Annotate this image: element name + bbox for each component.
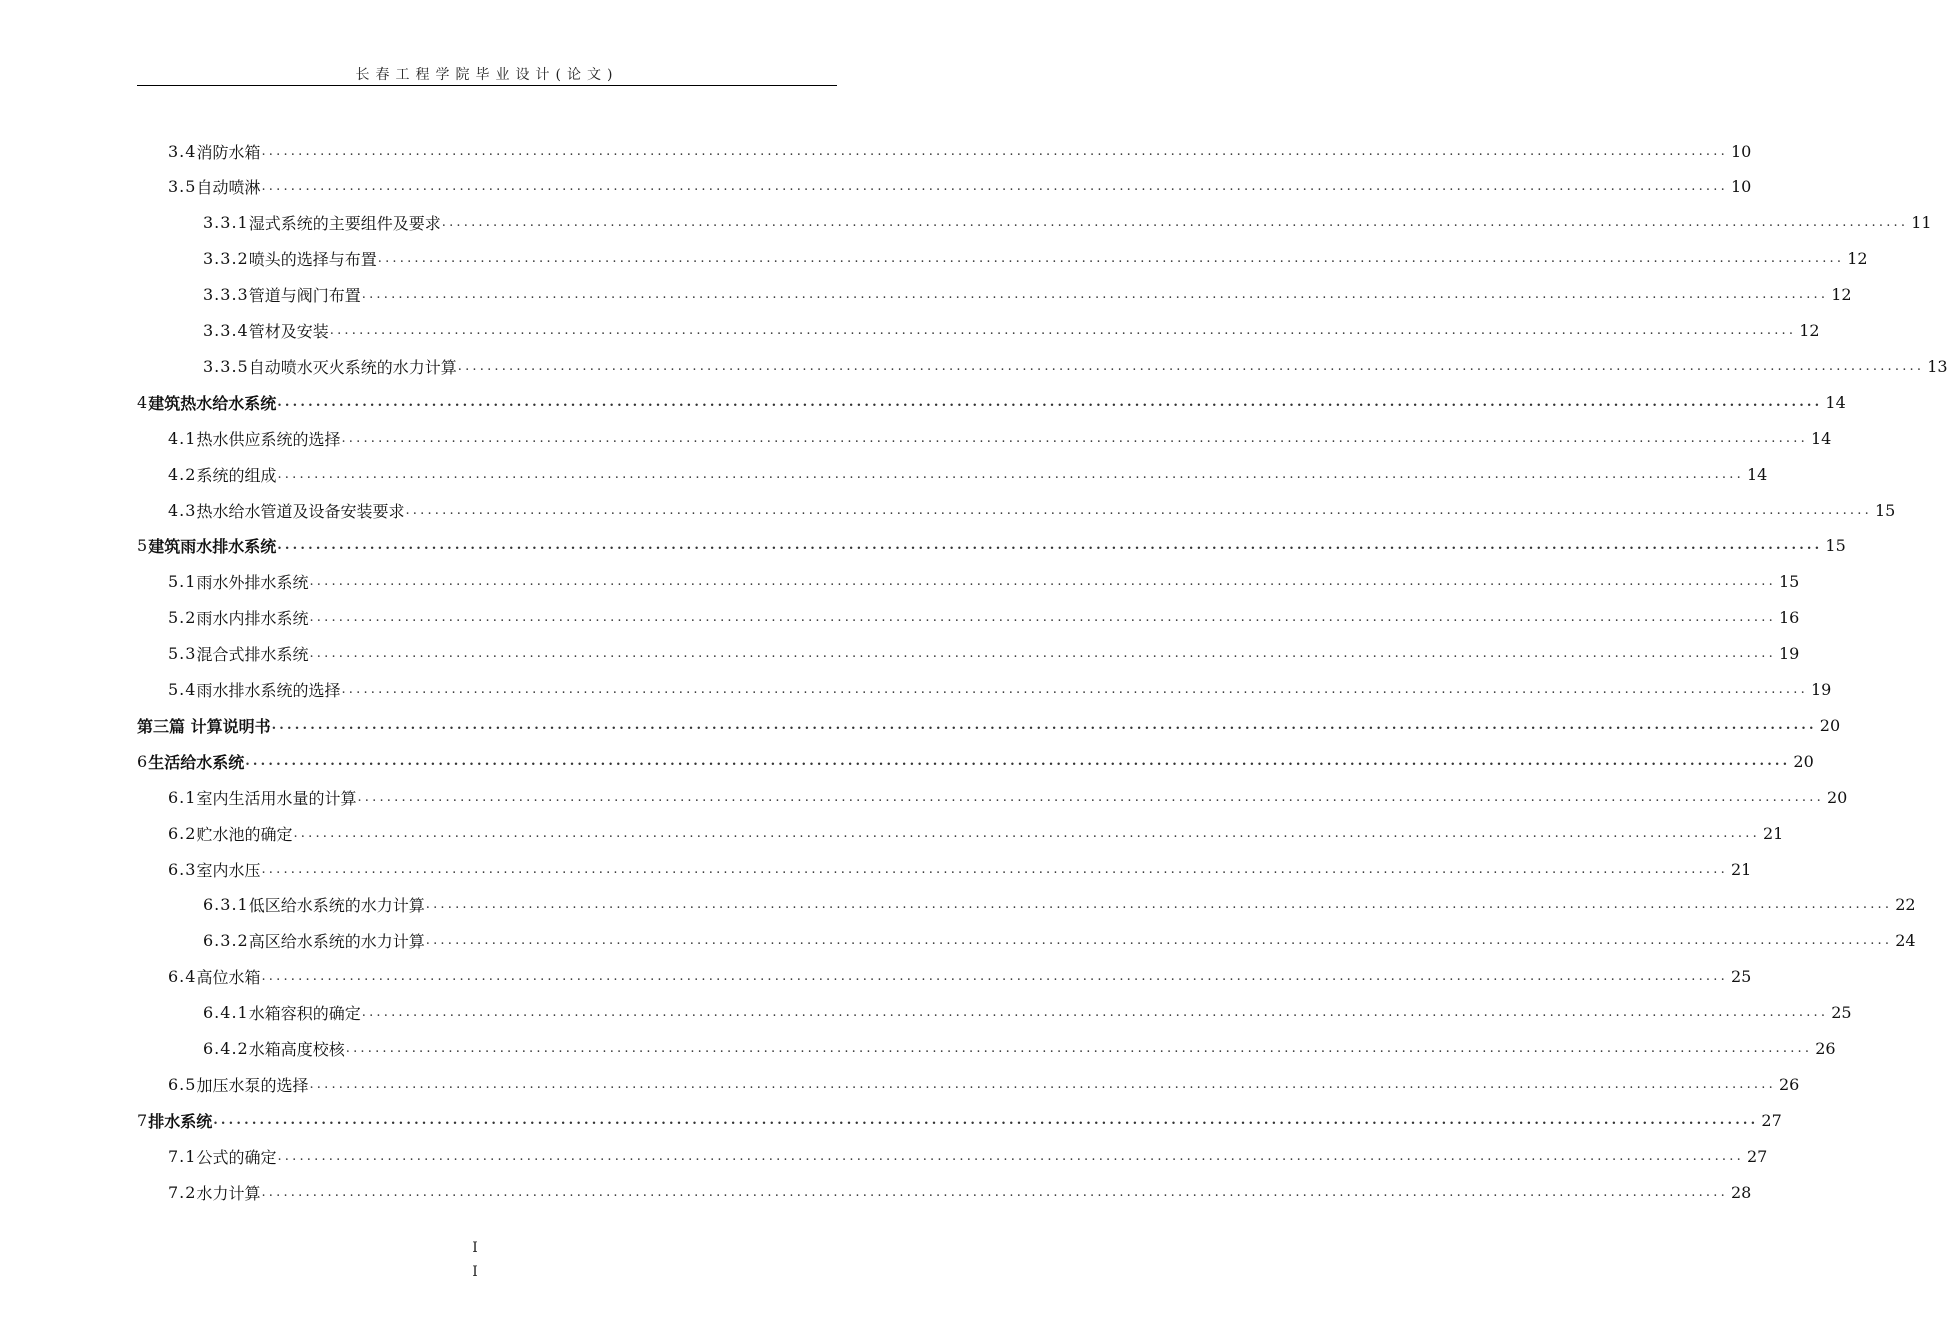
toc-entry-page: 19 [1810, 680, 1832, 699]
toc-entry-page: 25 [1831, 1003, 1852, 1023]
toc-entry-number: 6.3 [168, 859, 197, 879]
toc-entry-title: 雨水外排水系统 [196, 573, 309, 593]
toc-entry-page: 19 [1778, 644, 1800, 664]
toc-entry[interactable] [203, 1031, 1836, 1067]
toc-entry[interactable] [168, 133, 1752, 169]
toc-entry-number: 3.3.2 [203, 249, 249, 269]
toc-entry-number: 3.3.4 [203, 321, 249, 340]
page-number-secondary: I [472, 1264, 478, 1280]
toc-entry-page: 20 [1793, 751, 1814, 771]
toc-entry[interactable] [203, 995, 1852, 1031]
toc-leader-dots: ........................................................................................................................................................................................................ [345, 1041, 1813, 1056]
toc-entry-title: 系统的组成 [196, 465, 277, 485]
toc-entry-title: 管道与阀门布置 [248, 286, 361, 306]
toc-entry-number: 6.3.1 [203, 895, 249, 915]
toc-leader-dots: ........................................................................................................................................................................................................ [309, 574, 1776, 590]
toc-leader-dots: ........................................................................................................................................................................................................ [309, 1076, 1776, 1092]
toc-entry-page: 21 [1730, 859, 1752, 879]
toc-entry-title: 管材及安装 [248, 322, 329, 341]
toc-leader-dots: ........................................................................................................................................................................................................ [425, 897, 1893, 913]
toc-leader-dots: ........................................................................................................................................................................................................ [405, 502, 1872, 518]
toc-entry-number: 5.3 [168, 644, 197, 664]
toc-entry-page: 27 [1746, 1146, 1768, 1166]
toc-entry-page: 16 [1778, 608, 1800, 628]
toc-leader-dots: ........................................................................................................................................................................................................ [261, 969, 1728, 985]
toc-entry-number: 3.3.3 [203, 285, 249, 305]
toc-entry-page: 21 [1762, 823, 1784, 843]
toc-entry[interactable] [168, 779, 1848, 815]
toc-leader-dots: ........................................................................................................................................................................................................ [245, 753, 1791, 769]
toc-entry[interactable] [168, 420, 1832, 456]
toc-entry[interactable] [203, 923, 1916, 959]
toc-entry-number: 5.4 [168, 680, 197, 699]
toc-entry[interactable] [168, 815, 1784, 851]
toc-entry-page: 22 [1895, 895, 1916, 915]
toc-entry-number: 5.2 [168, 608, 197, 628]
toc-entry-number: 6.2 [168, 823, 197, 843]
toc-entry[interactable] [137, 528, 1846, 564]
toc-entry-page: 24 [1895, 931, 1916, 951]
toc-entry[interactable] [168, 169, 1752, 205]
toc-entry-title: 建筑雨水排水系统 [148, 537, 277, 557]
toc-entry-title: 喷头的选择与布置 [248, 250, 377, 270]
toc-entry-title: 水箱容积的确定 [248, 1004, 361, 1024]
toc-entry[interactable] [168, 1066, 1800, 1102]
toc-entry-number: 7 [137, 1110, 149, 1130]
toc-leader-dots: ........................................................................................................................................................................................................ [341, 682, 1808, 697]
toc-entry-number: 4 [137, 392, 149, 412]
toc-entry-title: 自动喷淋 [196, 178, 261, 198]
page-number: I [472, 1240, 478, 1256]
toc-leader-dots: ........................................................................................................................................................................................................ [261, 179, 1728, 195]
toc-entry[interactable] [203, 205, 1932, 241]
toc-entry-number: 3.5 [168, 177, 197, 197]
toc-entry-page: 12 [1831, 285, 1852, 305]
toc-entry[interactable] [168, 672, 1832, 708]
toc-leader-dots: ........................................................................................................................................................................................................ [329, 323, 1797, 338]
toc-entry[interactable] [203, 277, 1852, 313]
toc-entry-number: 5.1 [168, 572, 197, 592]
toc-leader-dots: ........................................................................................................................................................................................................ [261, 1184, 1728, 1200]
toc-entry[interactable] [168, 564, 1800, 600]
toc-entry-page: 20 [1826, 787, 1848, 807]
toc-entry-number: 6.4 [168, 967, 197, 987]
toc-entry-title: 混合式排水系统 [196, 645, 309, 665]
toc-entry[interactable] [137, 707, 1841, 743]
toc-entry-title: 雨水排水系统的选择 [196, 681, 341, 700]
toc-entry[interactable] [203, 241, 1868, 277]
toc-entry[interactable] [168, 1174, 1752, 1210]
toc-entry-page: 14 [1825, 392, 1846, 412]
toc-leader-dots: ........................................................................................................................................................................................................ [309, 646, 1776, 662]
toc-entry-title: 高区给水系统的水力计算 [248, 932, 425, 952]
toc-entry-number: 6 [137, 751, 149, 771]
toc-entry-page: 14 [1810, 428, 1832, 448]
toc-entry-number: 6.1 [168, 787, 197, 807]
toc-entry-title: 消防水箱 [196, 142, 261, 162]
toc-entry[interactable] [168, 851, 1752, 887]
toc-entry-title: 室内水压 [196, 860, 261, 880]
toc-entry-title: 湿式系统的主要组件及要求 [248, 214, 441, 234]
toc-entry-title: 热水供应系统的选择 [196, 429, 341, 449]
toc-entry-number: 4.1 [168, 428, 197, 448]
toc-entry-page: 20 [1819, 715, 1841, 735]
toc-entry-page: 27 [1761, 1110, 1782, 1130]
toc-leader-dots: ........................................................................................................................................................................................................ [271, 717, 1817, 733]
toc-entry-number: 7.2 [168, 1182, 197, 1202]
toc-entry-title: 自动喷水灭火系统的水力计算 [248, 357, 457, 377]
toc-leader-dots: ........................................................................................................................................................................................................ [261, 861, 1728, 877]
toc-entry-number: 6.5 [168, 1074, 197, 1094]
toc-entry-title: 第三篇 计算说明书 [137, 716, 271, 736]
toc-entry-page: 11 [1911, 213, 1932, 233]
toc-entry-page: 15 [1778, 572, 1800, 592]
toc-entry-title: 公式的确定 [196, 1147, 277, 1167]
toc-entry-number: 6.4.1 [203, 1003, 249, 1023]
toc-entry[interactable] [203, 313, 1820, 349]
toc-leader-dots: ........................................................................................................................................................................................................ [261, 143, 1728, 159]
toc-entry-title: 生活给水系统 [148, 752, 245, 772]
toc-entry-number: 4.3 [168, 500, 197, 520]
toc-entry-title: 低区给水系统的水力计算 [248, 896, 425, 916]
toc-entry-page: 10 [1730, 141, 1752, 161]
toc-entry-page: 28 [1730, 1182, 1752, 1202]
toc-entry-title: 热水给水管道及设备安装要求 [196, 501, 405, 521]
toc-entry[interactable] [203, 887, 1916, 923]
toc-entry-number: 3.3.1 [203, 213, 249, 233]
toc-entry-number: 3.3.5 [203, 356, 249, 376]
toc-entry[interactable] [168, 959, 1752, 995]
toc-leader-dots: ........................................................................................................................................................................................................ [309, 610, 1776, 626]
toc-entry[interactable] [168, 492, 1896, 528]
toc-entry-title: 加压水泵的选择 [196, 1075, 309, 1095]
toc-entry-number: 5 [137, 536, 149, 556]
header-rule [137, 85, 837, 86]
toc-entry[interactable] [168, 456, 1768, 492]
page-header: 长春工程学院毕业设计(论文) [355, 67, 619, 83]
toc-leader-dots: ........................................................................................................................................................................................................ [277, 538, 1823, 554]
toc-leader-dots: ........................................................................................................................................................................................................ [277, 1148, 1744, 1164]
toc-entry-page: 13 [1927, 356, 1948, 376]
toc-entry-title: 排水系统 [148, 1111, 213, 1131]
toc-entry-number: 7.1 [168, 1146, 197, 1166]
toc-entry[interactable] [168, 600, 1800, 636]
toc-leader-dots: ........................................................................................................................................................................................................ [277, 466, 1744, 482]
toc-entry-page: 26 [1778, 1074, 1800, 1094]
toc-entry[interactable] [137, 743, 1814, 779]
toc-leader-dots: ........................................................................................................................................................................................................ [277, 394, 1823, 410]
toc-leader-dots: ........................................................................................................................................................................................................ [213, 1112, 1759, 1128]
toc-entry-title: 室内生活用水量的计算 [196, 788, 357, 808]
toc-leader-dots: ........................................................................................................................................................................................................ [361, 287, 1829, 303]
toc-entry-page: 14 [1746, 464, 1768, 484]
toc-entry[interactable] [137, 1102, 1782, 1138]
toc-leader-dots: ........................................................................................................................................................................................................ [341, 430, 1808, 446]
toc-leader-dots: ........................................................................................................................................................................................................ [357, 789, 1824, 805]
toc-entry-page: 10 [1730, 177, 1752, 197]
toc-entry-title: 雨水内排水系统 [196, 609, 309, 629]
toc-entry-title: 水箱高度校核 [248, 1040, 345, 1059]
toc-entry-title: 高位水箱 [196, 968, 261, 988]
toc-leader-dots: ........................................................................................................................................................................................................ [293, 825, 1760, 841]
toc-leader-dots: ........................................................................................................................................................................................................ [425, 933, 1893, 949]
toc-entry-number: 6.3.2 [203, 931, 249, 951]
toc-entry-number: 6.4.2 [203, 1039, 249, 1058]
toc-entry[interactable] [168, 1138, 1768, 1174]
toc-leader-dots: ........................................................................................................................................................................................................ [361, 1005, 1829, 1021]
toc-entry-page: 12 [1847, 249, 1868, 269]
toc-entry-page: 25 [1730, 967, 1752, 987]
toc-entry-page: 15 [1874, 500, 1896, 520]
toc-entry[interactable] [137, 384, 1846, 420]
toc-leader-dots: ........................................................................................................................................................................................................ [457, 358, 1925, 374]
toc-entry-number: 4.2 [168, 464, 197, 484]
toc-entry-title: 建筑热水给水系统 [148, 393, 277, 413]
toc-entry[interactable] [168, 636, 1800, 672]
toc-leader-dots: ........................................................................................................................................................................................................ [377, 251, 1845, 267]
toc-leader-dots: ........................................................................................................................................................................................................ [441, 215, 1909, 231]
toc-entry-title: 水力计算 [196, 1183, 261, 1203]
toc-entry-page: 15 [1825, 536, 1846, 556]
toc-entry-number: 3.4 [168, 141, 197, 161]
toc-entry-page: 26 [1815, 1039, 1836, 1058]
toc-entry-page: 12 [1799, 321, 1820, 340]
toc-entry-title: 贮水池的确定 [196, 824, 293, 844]
toc-entry[interactable] [203, 348, 1948, 384]
